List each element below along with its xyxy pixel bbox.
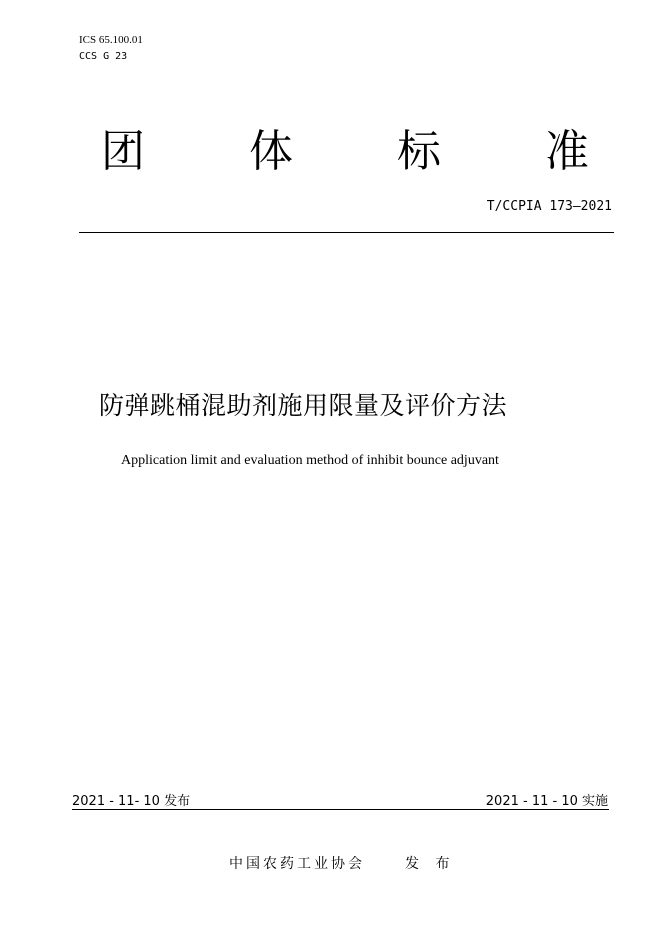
publisher-name: 中国农药工业协会 (229, 856, 365, 872)
ccs-code: CCS G 23 (79, 51, 128, 62)
top-divider (79, 232, 614, 233)
bottom-divider (72, 809, 609, 810)
title-english: Application limit and evaluation method of inhibit bounce adjuvant (121, 453, 499, 468)
group-standard-banner (100, 126, 590, 178)
banner-char-1: 团 (101, 126, 145, 177)
issue-date: 2021 - 11- 10 发布 (72, 794, 191, 809)
standard-number: T/CCPIA 173—2021 (486, 199, 612, 214)
publish-label: 发 布 (405, 856, 456, 872)
implementation-date: 2021 - 11 - 10 实施 (485, 794, 608, 809)
title-chinese: 防弹跳桶混助剂施用限量及评价方法 (99, 391, 508, 420)
banner-char-3: 标 (397, 126, 441, 177)
banner-char-2: 体 (249, 126, 293, 177)
banner-char-4: 准 (545, 126, 589, 177)
ics-code: ICS 65.100.01 (79, 34, 143, 46)
